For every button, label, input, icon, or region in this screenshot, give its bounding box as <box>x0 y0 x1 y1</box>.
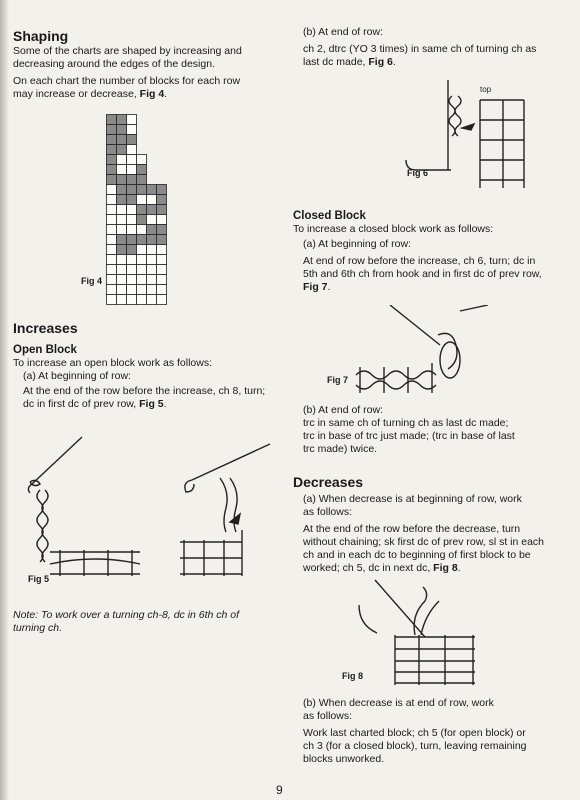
open-block <box>107 205 117 215</box>
open-block <box>127 125 137 135</box>
page-number: 9 <box>276 783 283 797</box>
open-block <box>117 165 127 175</box>
open-block <box>117 295 127 305</box>
line: ch 3 (for a closed block), turn, leaving remaining <box>303 740 527 752</box>
fig6-illustration <box>400 80 540 210</box>
book-spine-shadow <box>0 0 9 800</box>
filled-block <box>127 195 137 205</box>
line: turning ch. <box>13 622 63 634</box>
open-block <box>117 225 127 235</box>
open-block <box>127 255 137 265</box>
filled-block <box>107 165 117 175</box>
line: At the end of the row before the decrease, turn <box>303 523 521 535</box>
filled-block <box>107 125 117 135</box>
filled-block <box>137 165 147 175</box>
closed-block-intro: To increase a closed block work as follows: <box>293 223 494 235</box>
open-block <box>147 255 157 265</box>
filled-block <box>157 185 167 195</box>
open-block <box>137 275 147 285</box>
left-column <box>13 28 275 101</box>
open-block <box>127 265 137 275</box>
open-block <box>147 215 157 225</box>
open-block <box>117 155 127 165</box>
filled-block <box>147 205 157 215</box>
open-a-body <box>13 385 275 411</box>
open-block <box>107 195 117 205</box>
fig6-label: Fig 6 <box>407 168 429 178</box>
line: At end of row before the increase, ch 6, turn; dc in <box>303 255 536 267</box>
filled-block <box>117 185 127 195</box>
open-block <box>137 155 147 165</box>
decrease-b-body <box>293 727 565 766</box>
closed-b-body <box>293 417 565 456</box>
open-block <box>137 225 147 235</box>
open-block <box>127 205 137 215</box>
filled-block <box>157 195 167 205</box>
open-block <box>127 285 137 295</box>
line: ch and in each dc to beginning of first block to be <box>303 549 531 561</box>
open-block <box>107 265 117 275</box>
fig8-illustration <box>355 575 495 695</box>
open-block <box>127 145 137 155</box>
open-block <box>137 285 147 295</box>
open-block-heading: Open Block <box>13 344 77 356</box>
open-a-label: (a) At beginning of row: <box>23 370 131 382</box>
filled-block <box>137 235 147 245</box>
filled-block <box>117 175 127 185</box>
closed-block-heading: Closed Block <box>293 210 366 222</box>
fig4-chart-grid <box>106 114 186 314</box>
open-block <box>137 245 147 255</box>
fig4-label: Fig 4 <box>81 276 103 286</box>
line: Note: To work over a turning ch-8, dc in 6th ch of <box>13 609 240 621</box>
open-block <box>147 195 157 205</box>
fig6-top-label: top <box>480 85 492 94</box>
open-block <box>157 275 167 285</box>
line: (a) When decrease is at beginning of row, work <box>303 493 522 505</box>
open-block <box>157 285 167 295</box>
line: worked; ch 5, dc in next dc, <box>303 562 434 574</box>
open-block <box>137 255 147 265</box>
filled-block <box>137 205 147 215</box>
open-block <box>117 265 127 275</box>
open-block <box>157 255 167 265</box>
open-block <box>127 215 137 225</box>
line: trc made) twice. <box>303 443 378 455</box>
line: . <box>327 281 331 293</box>
filled-block <box>117 245 127 255</box>
filled-block <box>107 145 117 155</box>
filled-block <box>117 135 127 145</box>
open-block <box>117 275 127 285</box>
fig7-label: Fig 7 <box>327 375 349 385</box>
open-block <box>107 225 117 235</box>
closed-a-body <box>293 255 565 294</box>
line: ch 2, dtrc (YO 3 times) in same ch of turning ch as <box>303 43 537 55</box>
filled-block <box>107 115 117 125</box>
open-block <box>107 275 117 285</box>
open-block <box>157 245 167 255</box>
line: trc in same ch of turning ch as last dc made; <box>303 417 509 429</box>
filled-block <box>157 205 167 215</box>
increases-section <box>13 320 275 411</box>
filled-block <box>107 175 117 185</box>
line: . <box>457 562 461 574</box>
line: At the end of the row before the increase, ch 8, turn; <box>23 385 266 397</box>
filled-block <box>117 125 127 135</box>
open-block <box>157 295 167 305</box>
shaping-paragraph-1 <box>13 45 275 71</box>
open-block <box>137 195 147 205</box>
open-block <box>117 215 127 225</box>
filled-block <box>137 185 147 195</box>
line: On each chart the number of blocks for each row <box>13 75 241 87</box>
open-block <box>107 245 117 255</box>
line: (b) When decrease is at end of row, work <box>303 697 494 709</box>
line: last dc made, <box>303 56 369 68</box>
open-block <box>107 215 117 225</box>
decrease-b-section <box>293 697 565 766</box>
shaping-heading: Shaping <box>13 28 69 44</box>
line: trc in base of trc just made; (trc in base of last <box>303 430 515 442</box>
filled-block <box>127 245 137 255</box>
open-block <box>107 295 117 305</box>
decreases-section <box>293 474 565 575</box>
open-block <box>147 245 157 255</box>
closed-b-section <box>293 404 565 456</box>
fig-ref: Fig 5 <box>139 398 164 410</box>
line: . <box>392 56 396 68</box>
filled-block <box>127 135 137 145</box>
shaping-paragraph-2 <box>13 75 275 101</box>
fig7-illustration <box>350 305 500 400</box>
open-block <box>117 255 127 265</box>
filled-block <box>157 235 167 245</box>
filled-block <box>117 195 127 205</box>
open-block <box>107 255 117 265</box>
open-block <box>147 285 157 295</box>
filled-block <box>117 115 127 125</box>
line: may increase or decrease, <box>13 88 140 100</box>
decreases-heading: Decreases <box>293 474 364 490</box>
closed-b-label: (b) At end of row: <box>303 404 383 416</box>
fig-ref: Fig 7 <box>303 281 328 293</box>
open-block <box>127 225 137 235</box>
open-block <box>107 285 117 295</box>
line: Some of the charts are shaped by increasing and <box>13 45 242 57</box>
note-paragraph <box>13 609 275 635</box>
line: 5th and 6th ch from hook and in first dc of prev row, <box>303 268 542 280</box>
open-block-intro: To increase an open block work as follows: <box>13 357 213 369</box>
right-column-top <box>293 26 565 69</box>
filled-block <box>117 235 127 245</box>
open-block <box>127 155 137 165</box>
line: Work last charted block; ch 5 (for open block) or <box>303 727 526 739</box>
fig-ref: Fig 8 <box>433 562 458 574</box>
fig5-label: Fig 5 <box>28 574 50 584</box>
open-block <box>157 265 167 275</box>
filled-block <box>137 175 147 185</box>
closed-a-label: (a) At beginning of row: <box>303 238 411 250</box>
open-block <box>117 285 127 295</box>
line: without chaining; sk first dc of prev row, sl st in each <box>303 536 545 548</box>
filled-block <box>107 155 117 165</box>
open-block <box>157 215 167 225</box>
fig8-label: Fig 8 <box>342 671 364 681</box>
fig-ref: Fig 6 <box>368 56 393 68</box>
decrease-a-label <box>293 493 565 519</box>
closed-block-section <box>293 209 565 294</box>
filled-block <box>157 225 167 235</box>
open-block <box>127 275 137 285</box>
open-block <box>107 235 117 245</box>
line: . <box>164 88 168 100</box>
line: . <box>163 398 167 410</box>
fig-ref: Fig 4 <box>139 88 165 100</box>
increases-heading: Increases <box>13 320 78 336</box>
line: as follows: <box>303 506 353 518</box>
fig5-illustration <box>12 432 274 592</box>
end-of-row-label: (b) At end of row: <box>303 26 383 38</box>
line: decreasing around the edges of the design. <box>13 58 215 70</box>
open-block <box>137 265 147 275</box>
filled-block <box>117 145 127 155</box>
open-block <box>147 265 157 275</box>
filled-block <box>147 225 157 235</box>
open-block <box>107 185 117 195</box>
filled-block <box>137 215 147 225</box>
end-of-row-body <box>293 43 565 69</box>
open-block <box>147 275 157 285</box>
open-block <box>127 295 137 305</box>
decrease-a-body <box>293 523 565 575</box>
open-block <box>117 205 127 215</box>
decrease-b-label <box>293 697 565 723</box>
open-block <box>127 115 137 125</box>
filled-block <box>127 235 137 245</box>
filled-block <box>147 235 157 245</box>
filled-block <box>127 175 137 185</box>
filled-block <box>107 135 117 145</box>
open-block <box>127 165 137 175</box>
line: as follows: <box>303 710 353 722</box>
line: dc in first dc of prev row, <box>23 398 140 410</box>
filled-block <box>147 185 157 195</box>
line: blocks unworked. <box>303 753 385 765</box>
open-block <box>137 295 147 305</box>
open-block <box>147 295 157 305</box>
filled-block <box>127 185 137 195</box>
